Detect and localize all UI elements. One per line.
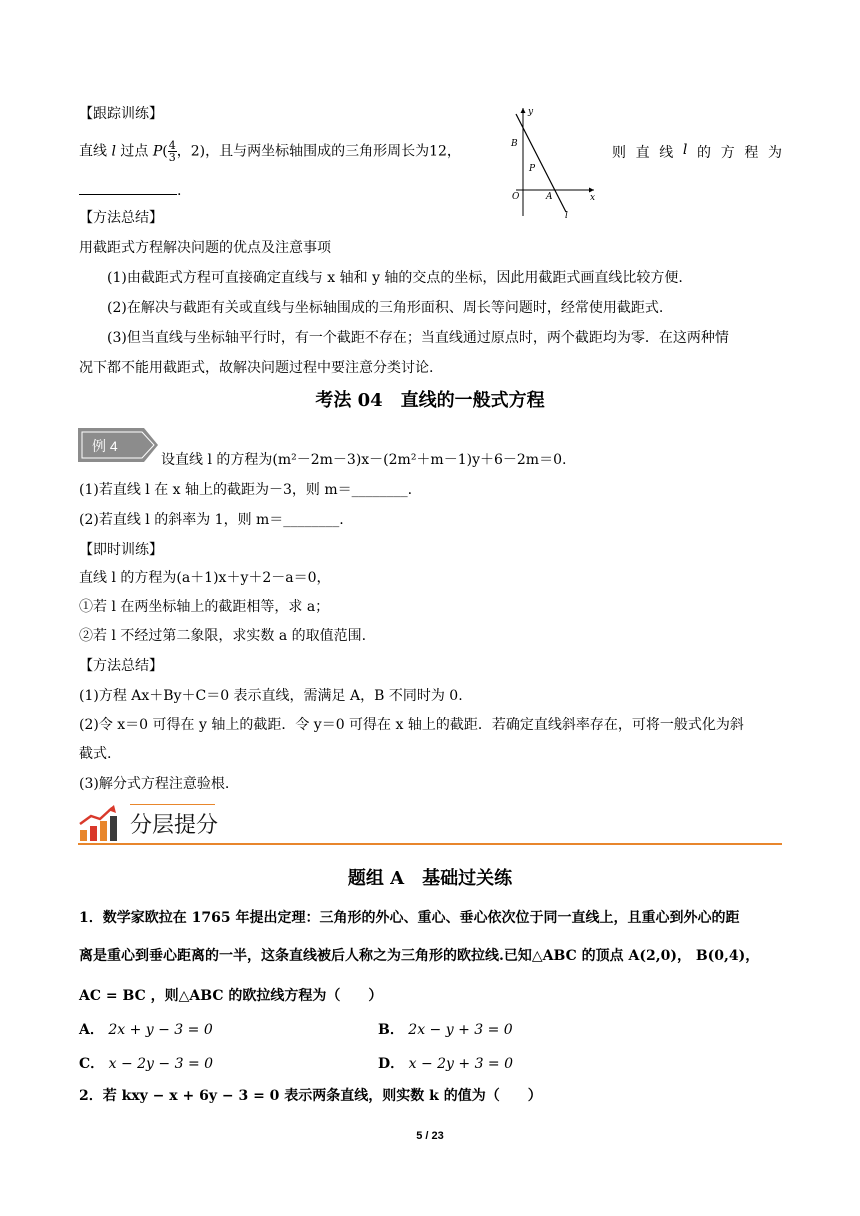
- point-a-label: A: [546, 192, 553, 202]
- icon-bar: [90, 826, 97, 841]
- summary2-p2b: 截式.: [79, 746, 112, 762]
- char: 的: [697, 145, 712, 161]
- summary2-header: 【方法总结】: [79, 658, 163, 674]
- banner-rule: [78, 843, 782, 845]
- char: 直: [635, 145, 650, 161]
- summary2-p2a: (2)令 x＝0 可得在 y 轴上的截距．令 y＝0 可得在 x 轴上的截距．若确定直线斜率存在，可将一般式化为斜: [79, 717, 744, 733]
- banner-top-rule: [130, 804, 215, 805]
- q1-option-c: [79, 1054, 213, 1074]
- q1-option-b: [378, 1020, 513, 1040]
- badge-label: 例 4: [92, 438, 118, 454]
- option-b-text: 2x − y + 3 = 0: [408, 1022, 513, 1038]
- text: 直线: [79, 143, 107, 160]
- example-statement: 设直线 l 的方程为(m²－2m－3)x－(2m²＋m－1)y＋6－2m＝0.: [161, 452, 567, 468]
- example-badge: [78, 428, 160, 462]
- char: 为: [767, 145, 782, 161]
- page-number: 5 / 23: [416, 1130, 444, 1142]
- point-p-label: P: [529, 164, 536, 174]
- icon-bar: [100, 821, 107, 841]
- y-axis-arrow: [521, 108, 526, 113]
- var-l: l: [111, 143, 116, 160]
- example-q2: (2)若直线 l 的斜率为 1，则 m＝________.: [79, 512, 344, 528]
- banner-title: 分层提分: [130, 813, 219, 838]
- q2-line1: 2．若 kxy − x + 6y − 3 = 0 表示两条直线，则实数 k 的值为（ ）: [79, 1088, 542, 1104]
- summary1-p1: (1)由截距式方程可直接确定直线与 x 轴和 y 轴的交点的坐标，因此用截距式画直线比较方便.: [107, 270, 683, 286]
- line-l-label: l: [565, 211, 568, 221]
- end-dot: .: [177, 183, 182, 199]
- coordinate-figure: [494, 104, 604, 222]
- x-axis-arrow: [589, 188, 594, 193]
- option-a-text: 2x + y − 3 = 0: [108, 1022, 213, 1038]
- y-label: y: [528, 107, 534, 117]
- char: 程: [744, 145, 759, 161]
- char: l: [682, 142, 688, 158]
- badge-shape: [78, 428, 158, 462]
- point-p: P: [152, 143, 163, 160]
- point-b-label: B: [511, 139, 518, 149]
- frac-den: 3: [168, 151, 176, 164]
- q1-line3: AC = BC ，则△ABC 的欧拉线方程为（ ）: [79, 988, 383, 1004]
- instant-statement: 直线 l 的方程为(a＋1)x＋y＋2－a＝0，: [79, 570, 331, 586]
- summary1-header: 【方法总结】: [79, 210, 163, 226]
- answer-blank-line: [79, 180, 181, 201]
- text: ，2)，且与两坐标轴围成的三角形周长为12，: [176, 143, 461, 160]
- section-title: 考法 04 直线的一般式方程: [315, 390, 545, 411]
- q1-line2: 离是重心到垂心距离的一半，这条直线被后人称之为三角形的欧拉线.已知△ABC 的顶点 A(2,0)， B(0,4)，: [79, 948, 760, 964]
- summary1-title: 用截距式方程解决问题的优点及注意事项: [79, 240, 331, 256]
- summary1-p3b: 况下都不能用截距式，故解决问题过程中要注意分类讨论.: [79, 360, 434, 376]
- tracking-problem: 直线 l 过点 P( $\frac{4}{3}$ ，2)，且与两坐标轴围成的三角形周长为12，: [79, 139, 461, 164]
- example-q1: (1)若直线 l 在 x 轴上的截距为－3，则 m＝________.: [79, 482, 413, 498]
- tracking-right-text: [612, 142, 782, 162]
- char: 则: [612, 145, 626, 161]
- text: 过点: [120, 143, 149, 160]
- option-b-label: B．: [378, 1022, 404, 1038]
- option-d-label: D．: [378, 1056, 405, 1072]
- instant-header: 【即时训练】: [79, 542, 163, 558]
- origin-label: O: [512, 192, 520, 202]
- icon-bar: [80, 830, 87, 841]
- char: 线: [659, 145, 674, 161]
- q1-option-d: [378, 1054, 513, 1074]
- summary1-p2: (2)在解决与截距有关或直线与坐标轴围成的三角形面积、周长等问题时，经常使用截距式.: [107, 300, 664, 316]
- q1-option-a: [79, 1020, 213, 1040]
- instant-q2: ②若 l 不经过第二象限，求实数 a 的取值范围.: [79, 628, 367, 644]
- tracking-header: 【跟踪训练】: [79, 106, 163, 122]
- instant-q1: ①若 l 在两坐标轴上的截距相等，求 a；: [79, 599, 330, 615]
- summary2-p3: (3)解分式方程注意验根.: [79, 776, 230, 792]
- summary1-p3a: (3)但当直线与坐标轴平行时，有一个截距不存在；当直线通过原点时，两个截距均为零．在这两种情: [107, 330, 729, 346]
- fraction: [168, 140, 177, 163]
- summary2-p1: (1)方程 Ax＋By＋C＝0 表示直线，需满足 A，B 不同时为 0.: [79, 688, 463, 704]
- option-d-text: x − 2y + 3 = 0: [408, 1056, 514, 1072]
- icon-bar: [110, 816, 117, 841]
- option-a-label: A．: [79, 1022, 104, 1038]
- option-c-text: x − 2y − 3 = 0: [108, 1056, 214, 1072]
- char: 方: [720, 145, 735, 161]
- frac-num: 4: [168, 139, 176, 152]
- group-title: 题组 A 基础过关练: [347, 868, 513, 889]
- answer-blank: [79, 180, 177, 195]
- icon-trend-line: [80, 808, 112, 824]
- chart-growth-icon: [78, 804, 126, 842]
- q1-line1: 1．数学家欧拉在 1765 年提出定理：三角形的外心、重心、垂心依次位于同一直线上，且重心到外心的距: [79, 910, 740, 926]
- option-c-label: C．: [79, 1056, 105, 1072]
- x-label: x: [590, 193, 596, 203]
